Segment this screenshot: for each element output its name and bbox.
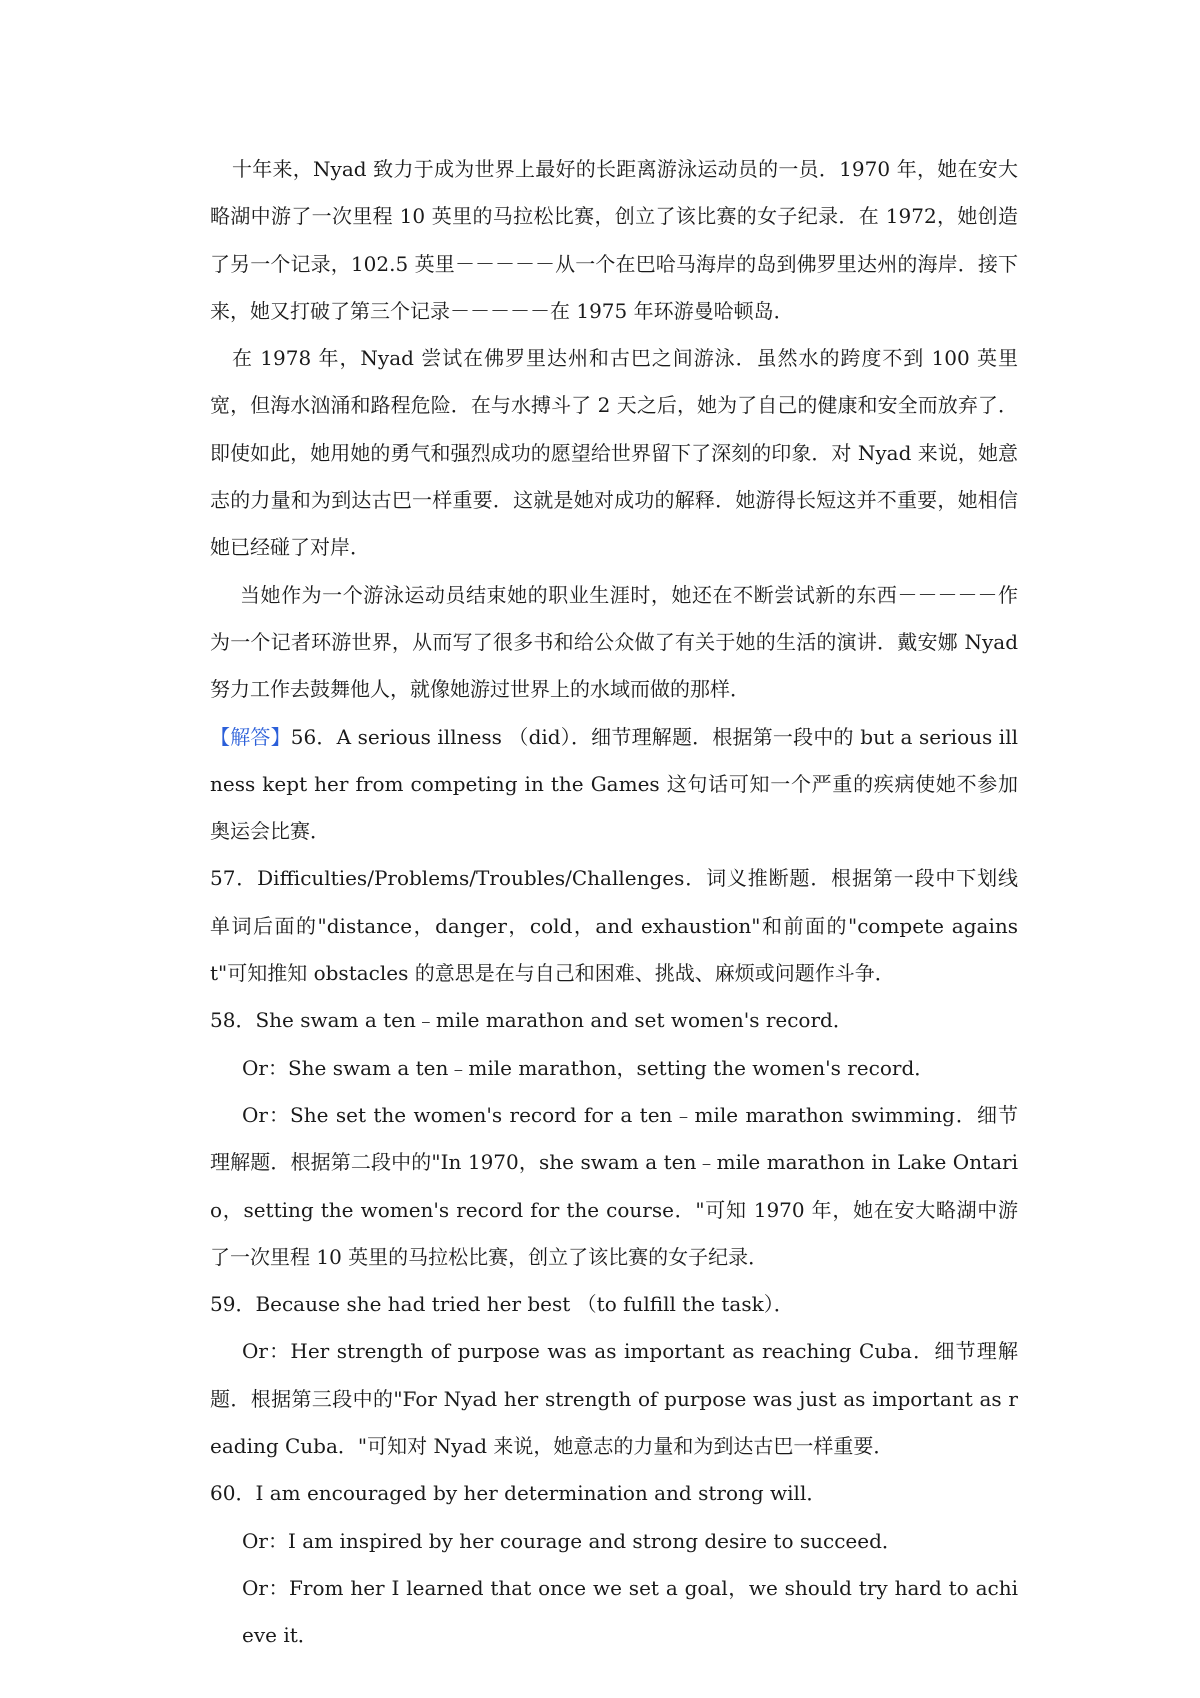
translation-paragraph-3: 当她作为一个游泳运动员结束她的职业生涯时，她还在不断尝试新的东西－－－－－作为一个记者环游世界，从而写了很多书和给公众做了有关于她的生活的演讲．戴安娜 Nyad 努力工作去鼓舞他人，就像她游过世界上的水域而做的那样． (210, 582, 1018, 702)
answer-57: 57．Difficulties/Problems/Troubles/Challenges．词义推断题．根据第一段中下划线单词后面的"distance，danger，cold，and exhaustion"和前面的"compete against"可知推知 obstacles 的意思是在与自己和困难、挑战、麻烦或问题作斗争． (210, 866, 1018, 986)
translation-paragraph-1: 十年来，Nyad 致力于成为世界上最好的长距离游泳运动员的一员．1970 年，她在安大略湖中游了一次里程 10 英里的马拉松比赛，创立了该比赛的女子纪录．在 1972，她创造了另一个记录，102.5 英里－－－－－从一个在巴哈马海岸的岛到佛罗里达州的海岸．接下来，她又打破了第三个记录－－－－－在 1975 年环游曼哈顿岛． (210, 157, 1018, 323)
answer-59-alt-1: Or：Her strength of purpose was as important as reaching Cuba．细节理解题．根据第三段中的"For Nyad her strength of purpose was just as important as reading Cuba．"可知对 Nyad 来说，她意志的力量和为到达古巴一样重要． (210, 1339, 1018, 1459)
answer-58-alt-1: Or：She swam a ten﹣mile marathon，setting the women's record． (242, 1055, 935, 1080)
translation-paragraph-2: 在 1978 年，Nyad 尝试在佛罗里达州和古巴之间游泳．虽然水的跨度不到 100 英里宽，但海水汹涌和路程危险．在与水搏斗了 2 天之后，她为了自己的健康和安全而放弃了．即使如此，她用她的勇气和强烈成功的愿望给世界留下了深刻的印象．对 Nyad 来说，她意志的力量和为到达古巴一样重要．这就是她对成功的解释．她游得长短这并不重要，她相信她已经碰了对岸． (210, 346, 1018, 560)
answer-56-text: 56．A serious illness （did）．细节理解题．根据第一段中的 but a serious illness kept her from competing in the Games 这句话可知一个严重的疾病使她不参加奥运会比赛． (210, 724, 1018, 844)
answer-58: 58．She swam a ten﹣mile marathon and set women's record． (210, 1008, 853, 1033)
answer-60-alt-1: Or：I am inspired by her courage and strong desire to succeed． (242, 1528, 902, 1553)
answer-60: 60．I am encouraged by her determination and strong will． (210, 1481, 827, 1506)
answer-58-alt-2: Or：She set the women's record for a ten﹣mile marathon swimming．细节理解题．根据第二段中的"In 1970，she swam a ten﹣mile marathon in Lake Ontario，setting the women's record for the course．"可知 1970 年，她在安大略湖中游了一次里程 10 英里的马拉松比赛，创立了该比赛的女子纪录． (210, 1102, 1018, 1269)
answer-56 (210, 714, 1018, 856)
answer-tag: 【解答】 (210, 724, 291, 749)
answer-59: 59．Because she had tried her best （to fulfill the task）． (210, 1292, 794, 1317)
document-content (210, 146, 1018, 1660)
answer-60-alt-2: Or：From her I learned that once we set a goal，we should try hard to achieve it． (242, 1575, 1018, 1648)
